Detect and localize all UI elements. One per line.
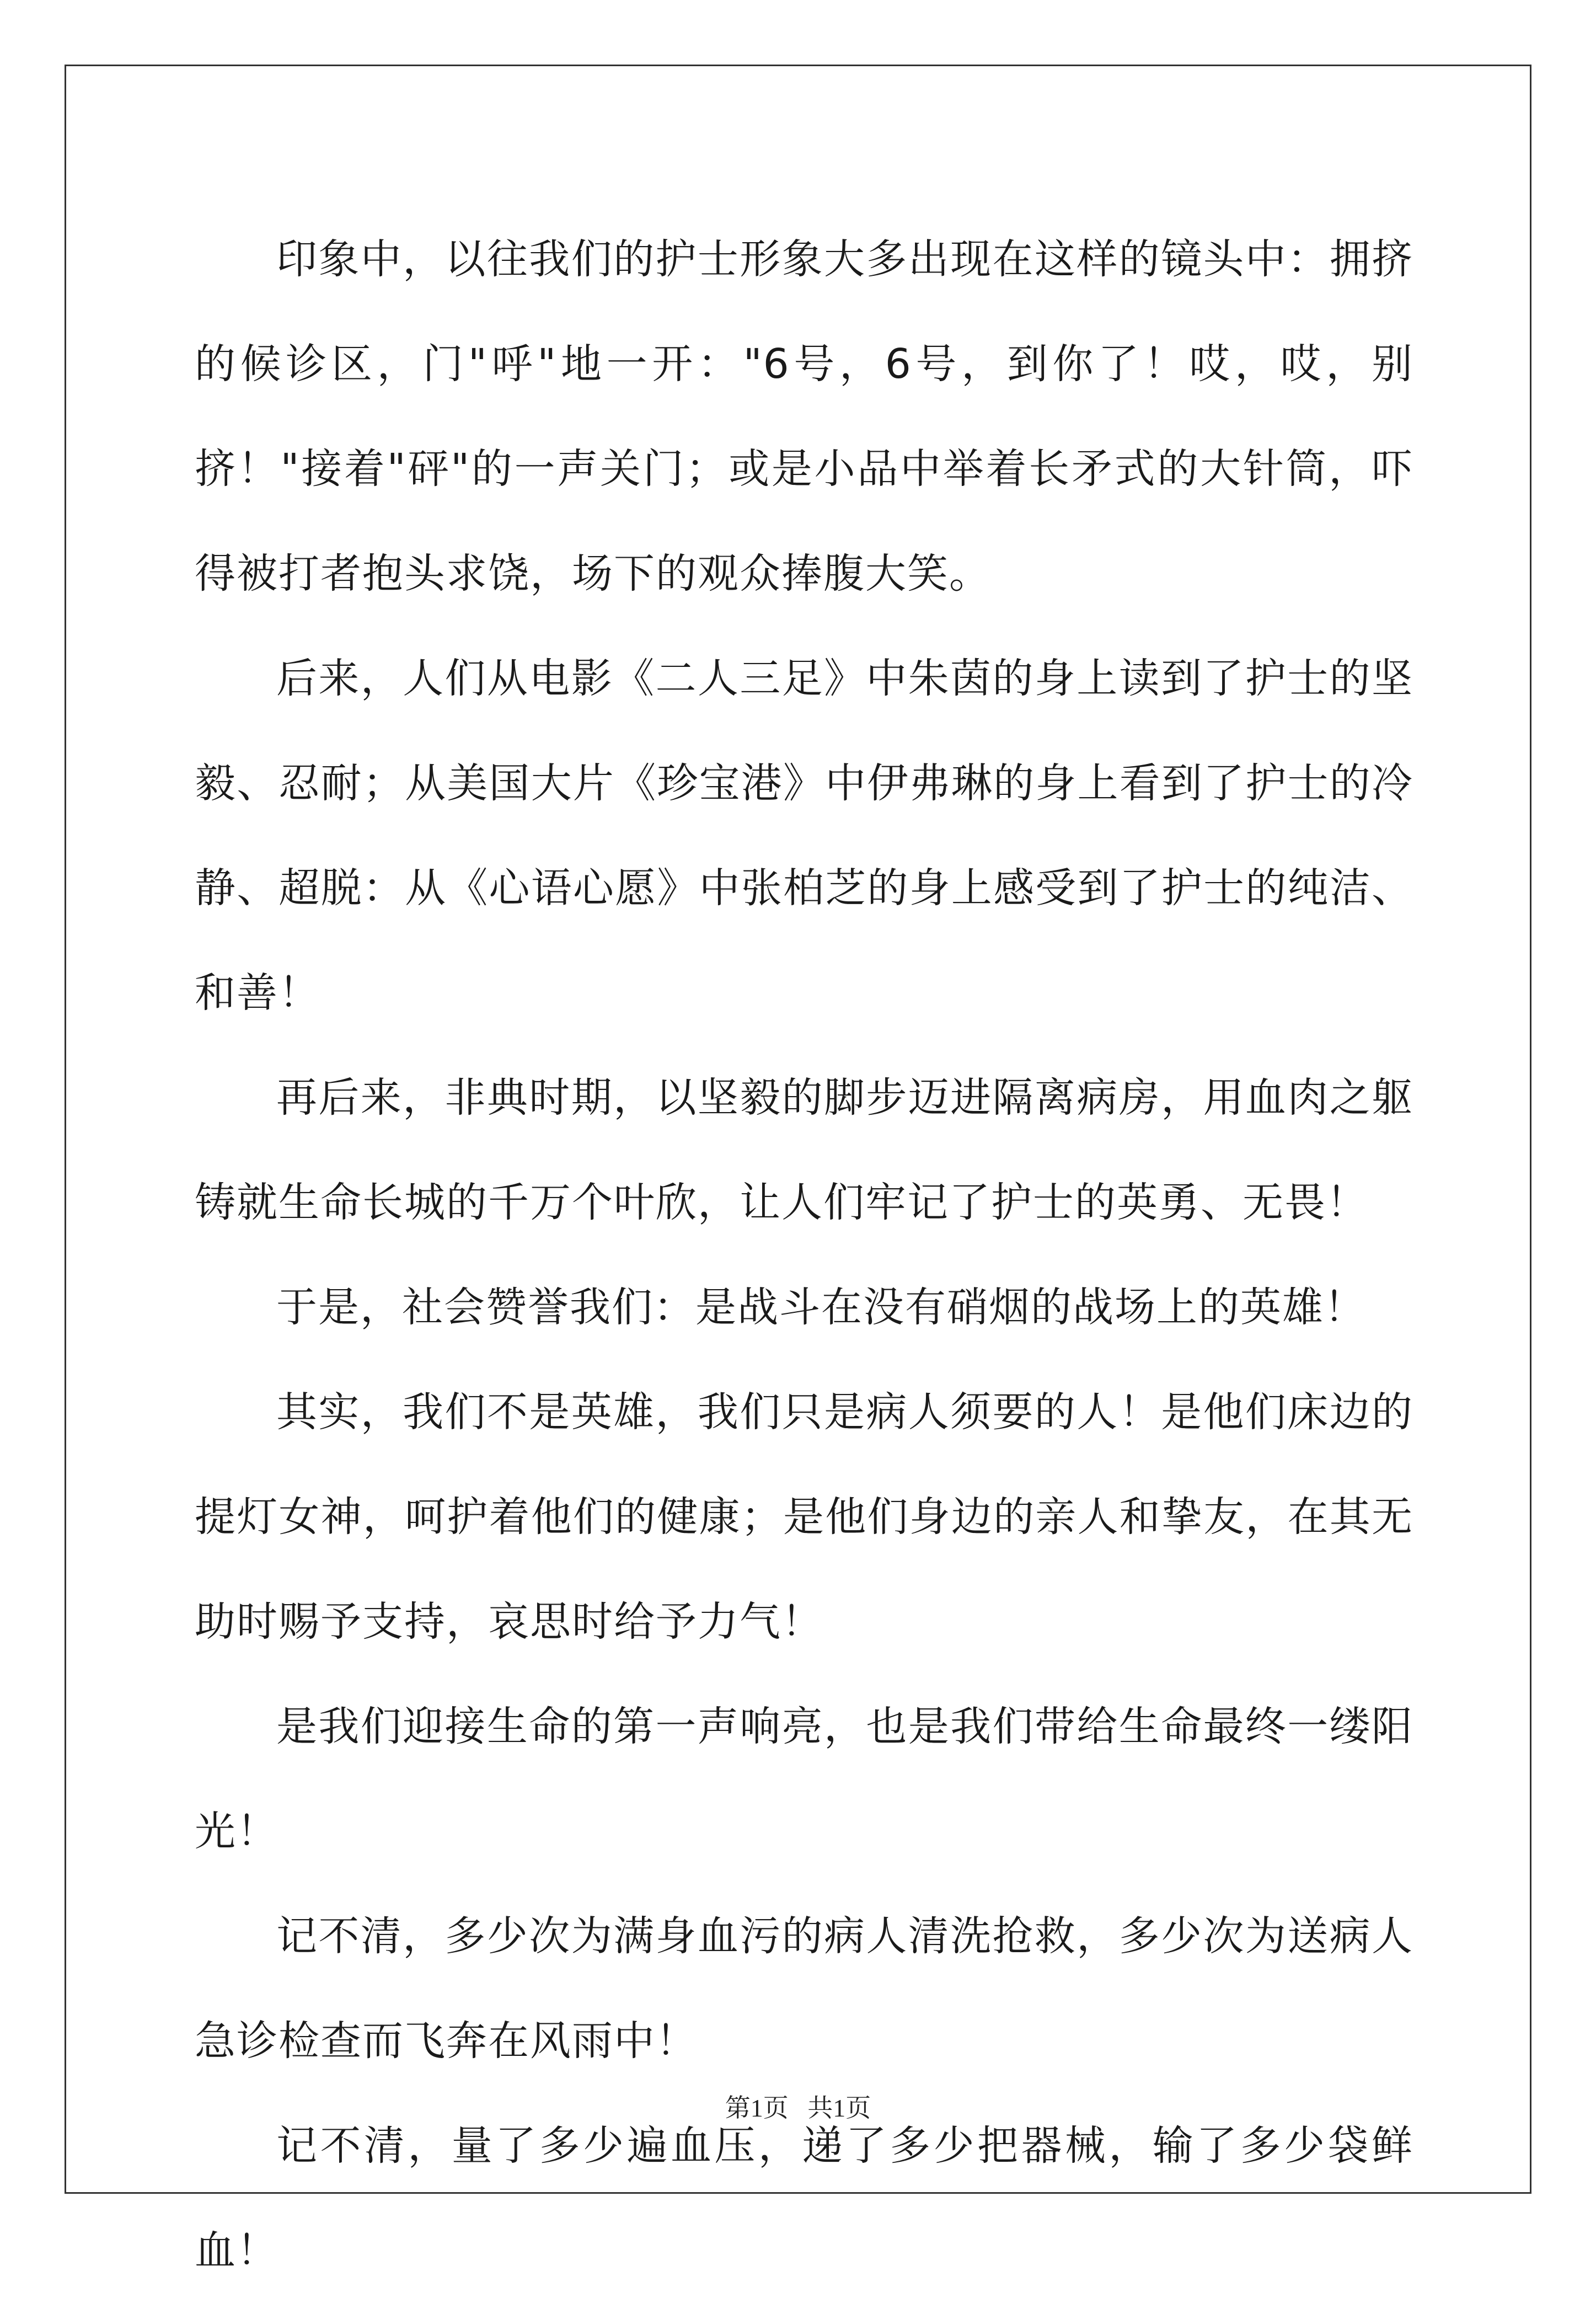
paragraph: 印象中，以往我们的护士形象大多出现在这样的镜头中：拥挤的候诊区，门"呼"地一开："6号，6号，到你了！哎，哎，别挤！"接着"砰"的一声关门；或是小品中举着长矛式的大针筒，吓得被打者抱头求饶，场下的观众捧腹大笑。 <box>195 236 1413 597</box>
paragraph: 记不清，量了多少遍血压，递了多少把器械，输了多少袋鲜血！ <box>195 2122 1413 2274</box>
paragraph: 再后来，非典时期，以坚毅的脚步迈进隔离病房，用血肉之躯铸就生命长城的千万个叶欣，让人们牢记了护士的英勇、无畏！ <box>195 1074 1413 1226</box>
paragraph: 是我们迎接生命的第一声响亮，也是我们带给生命最终一缕阳光！ <box>195 1703 1413 1855</box>
paragraph: 于是，社会赞誉我们：是战斗在没有硝烟的战场上的英雄！ <box>276 1284 1366 1331</box>
page-total: 共1页 <box>807 2094 871 2122</box>
paragraph: 记不清，多少次为满身血污的病人清洗抢救，多少次为送病人急诊检查而飞奔在风雨中！ <box>195 1912 1413 2065</box>
page-footer <box>0 2088 1596 2124</box>
page-number: 第1页 <box>725 2094 789 2122</box>
paragraph: 其实，我们不是英雄，我们只是病人须要的人！是他们床边的提灯女神，呵护着他们的健康；是他们身边的亲人和挚友，在其无助时赐予支持，哀思时给予力气！ <box>195 1388 1413 1645</box>
document-body <box>195 207 1413 2303</box>
paragraph: 后来，人们从电影《二人三足》中朱茵的身上读到了护士的坚毅、忍耐；从美国大片《珍宝港》中伊弗琳的身上看到了护士的冷静、超脱：从《心语心愿》中张柏芝的身上感受到了护士的纯洁、和善！ <box>195 655 1413 1017</box>
